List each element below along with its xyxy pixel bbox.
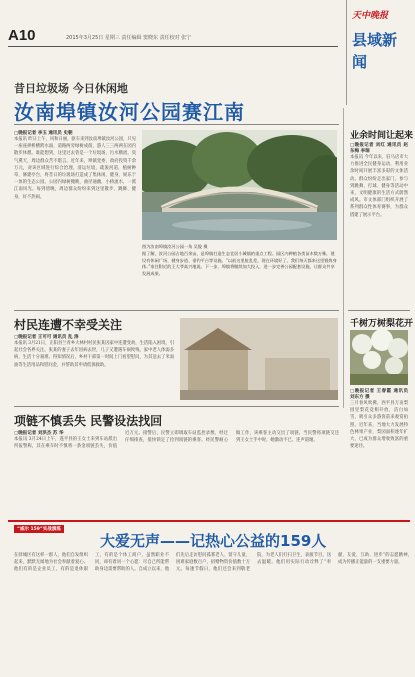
right-story2-column: [350, 388, 408, 468]
pear-blossom-photo: [350, 330, 408, 385]
right-column-divider: [343, 108, 344, 408]
lead-body-text: 本报讯 昨日上午，风和日丽，驱车来到汝南埠镇汝河公园，只见一座座拱桥横跨水面，道路两旁绿树成荫，游人三三两两在园内散步休憩。谁能想到，这里过去曾是一个垃圾场，污水横流，臭气熏天，周边群众苦不堪言。近年来，埠镇党委、政府投资千余万元，对该区域进行综合治理，清运垃圾，疏浚河道，植树种草，修建亭台，将昔日的垃圾场打造成了集休闲、健身、娱乐于一体的生态公园。公园内绿树掩映，曲径通幽，小桥流水，一派江南风光。每到傍晚，周边群众纷纷来到这里散步、跳舞、健身，好不热闹。: [14, 137, 136, 200]
right-story1-body: 本报讯 今年以来，驻马店市大力推进全民健身运动，利用业余时间开展丰富多彩的文体活动。群众纷纷走出家门，参与到跳舞、打球、健身等活动中来，文明健康的生活方式蔚然成风。市文体部门组织开展了系列群众性体育赛事，为群众搭建了展示平台。: [350, 155, 408, 218]
bottom-headline: 大爱无声——记热心公益的159人: [100, 532, 327, 550]
mid-right-headline: 项链不慎丢失 民警设法找回: [14, 414, 163, 428]
bottom-body: 在驿城区有这样一群人，他们自发组织起来，默默无闻地为社会奉献着爱心。他们有的是企业员工，有的是退休职工，有的是个体工商户，虽然职业不同，却有着同一个心愿：尽自己所能帮助身边需要帮助的人。自成立以来，他们先后走访慰问孤寡老人、留守儿童、困难家庭数百户，捐赠物资价值数十万元。每逢节假日，他们还会来到敬老院，为老人们打扫卫生、表演节目，送去温暖。他们用实际行动诠释了“奉献、友爱、互助、进步”的志愿精神，成为传播正能量的一支重要力量。: [14, 553, 412, 573]
top-rule: [8, 46, 338, 47]
mid-right-byline: □晚报记者 刘洪杰 苏 华: [14, 431, 64, 436]
lead-body-text-2: 据了解，汝河公园占地百余亩，是埠镇打造生态宜居小城镇的重点工程。园区内种植各类苗木数万株，建设有休闲广场、健身步道、垂钓平台等设施。“以前这里脏乱差，现在环境好了，我们每天都来这里锻炼身体。”家住附近的王大爷高兴地说。下一步，埠镇将继续加大投入，进一步完善公园配套设施，让群众共享发展成果。: [142, 250, 337, 277]
lead-divider: [14, 124, 339, 125]
lead-byline: □晚报记者 李玉 通讯员 史朝: [14, 131, 73, 136]
bottom-body-column: [14, 552, 412, 670]
right-story2-caption: □晚报记者 王春霞 通讯员 刘东方 摄: [350, 389, 408, 400]
lead-kicker: 昔日垃圾场 今日休闲地: [14, 82, 128, 95]
right-story1-column: [350, 142, 408, 307]
mid-right-column: [14, 430, 339, 515]
mid-left-byline: □晚报记者 王可可 通讯员 乱 涛: [14, 335, 79, 340]
mid-divider-2: [14, 406, 339, 407]
mid-left-headline: 村民连遭不幸受关注: [14, 318, 123, 332]
lead-photo-caption-block: [142, 244, 337, 304]
page-number: A10: [8, 27, 36, 44]
bottom-rule: [8, 520, 410, 522]
right-story1-headline: 业余时间让起来: [350, 131, 414, 141]
lead-photo-caption: 图为汝南埠镇汝河公园一角 吴俊 摄: [142, 244, 208, 249]
right-story1-byline: □晚报记者 刘红 通讯员 赵东梅 李瑞: [350, 143, 408, 154]
section-title: 县域新闻: [352, 31, 398, 71]
right-divider: [348, 310, 410, 311]
bottom-tag: “威尔 159”实战演练: [14, 525, 64, 533]
lead-photo-credit: 吴俊 摄: [193, 244, 208, 249]
right-story2-headline: 千树万树梨花开: [350, 319, 414, 329]
dateline: 2015年3月25日 星期三 责任编辑 窦晓东 责任校对 张宁: [66, 35, 192, 41]
brand-logo: 天中晚报: [352, 11, 389, 21]
lead-headline: 汝南埠镇汝河公园赛江南: [14, 100, 245, 124]
mid-left-column: [14, 334, 174, 404]
village-photo: [180, 318, 338, 400]
mid-divider: [14, 310, 339, 311]
mid-left-body: 本报讯 3月21日，正阳县兰青乡大林村村民张某因家中连遭变故，生活陷入困境，引起社会各界关注。张某的妻子去年因病去世，儿子又遭遇车祸致残，家中老人体弱多病，生活十分艰难。得知情况后，乡村干部第一时间上门看望慰问，为其送去了米面油等生活用品和慰问金，并帮助其申请低保救助。: [14, 341, 174, 368]
lead-photo: [142, 130, 337, 240]
masthead-divider: [346, 0, 347, 105]
lead-body-column: [14, 130, 136, 305]
right-story2-body: 三月春风吹拂，西平县万亩梨园里梨花竞相开放，洁白如雪，吸引众多游客前来观赏拍照。近年来，当地大力发展特色林果产业，梨园面积逐年扩大，已成为群众增收致富的重要途径。: [350, 401, 408, 450]
mid-right-body: 本报讯 3月24日上午，遂平县的王女士来到车站派出所报警称，其在乘车时不慎将一条金项链丢失，价值近万元。接警后，民警立即调取车站监控录像，经过仔细排查，很快锁定了捡到项链的乘客。经民警耐心做工作，该乘客主动交出了项链。当民警将项链交还到王女士手中时，她激动不已，连声道谢。: [14, 431, 339, 450]
brand-block: [352, 8, 410, 73]
